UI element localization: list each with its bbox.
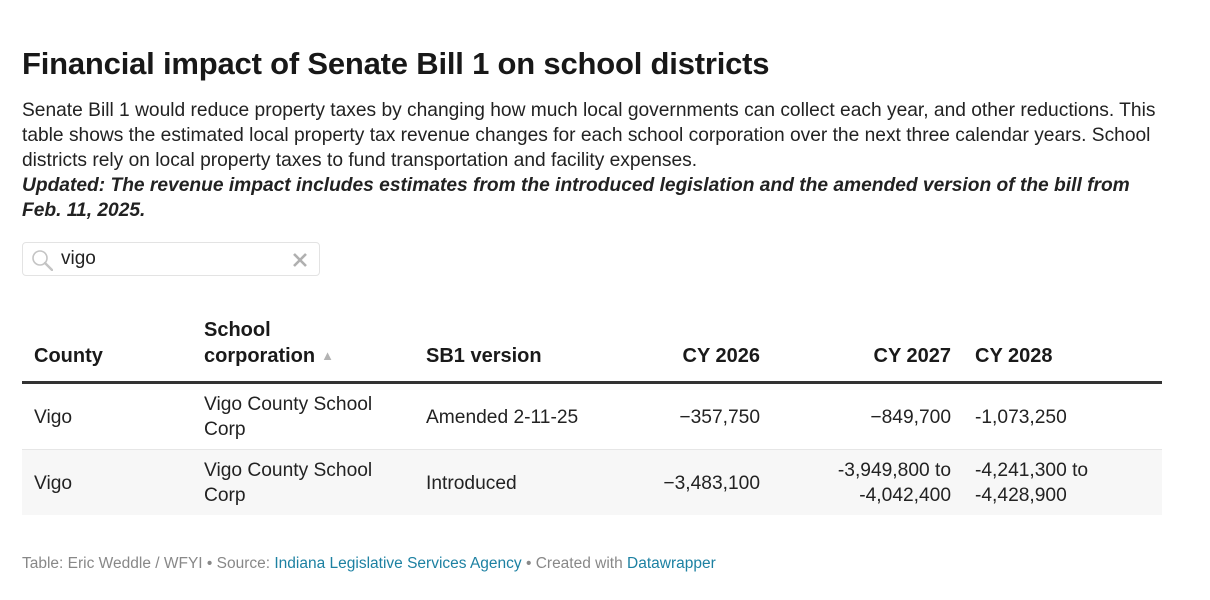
cell-school: Vigo County School Corp [192,383,414,450]
cell-version: Amended 2-11-25 [414,383,604,450]
header-county[interactable]: County [22,318,192,383]
search-input[interactable] [61,247,281,271]
table-widget [22,44,1162,506]
description [22,98,1162,223]
page-title: Financial impact of Senate Bill 1 on school districts [22,46,770,81]
cell-cy2028: -1,073,250 [963,383,1162,450]
header-sb1-version[interactable]: SB1 version [414,318,604,383]
header-cy2028[interactable]: CY 2028 [963,318,1162,383]
footer-credit: Table: Eric Weddle / WFYI [22,555,203,572]
datawrapper-link[interactable]: Datawrapper [627,555,716,572]
sort-ascending-icon: ▲ [321,348,334,363]
header-school-label: School corporation [204,319,316,367]
table-row [22,383,1162,450]
cell-cy2027: −849,700 [772,383,963,450]
cell-cy2026: −357,750 [604,383,772,450]
data-table [22,318,1162,515]
table-row [22,450,1162,516]
update-note: Updated: The revenue impact includes estimates from the introduced legislation and the amended version of the bill from Feb. 11, 2025. [22,175,1130,221]
footer-separator: • Source: [202,555,275,572]
header-school-corporation[interactable] [192,318,414,383]
header-cy2027[interactable]: CY 2027 [772,318,963,383]
cell-school: Vigo County School Corp [192,450,414,516]
cell-county: Vigo [22,383,192,450]
close-icon[interactable] [291,251,309,269]
header-cy2026[interactable]: CY 2026 [604,318,772,383]
search-box[interactable] [22,242,320,276]
footer [22,554,716,574]
cell-cy2028: -4,241,300 to -4,428,900 [963,450,1162,516]
footer-separator: • Created with [521,555,628,572]
cell-version: Introduced [414,450,604,516]
search-icon [31,249,53,271]
source-link[interactable]: Indiana Legislative Services Agency [274,555,522,572]
header-row [22,318,1162,383]
description-text: Senate Bill 1 would reduce property taxes by changing how much local governments can collect each year, and other reductions. This table shows the estimated local property tax revenue changes for each school corporation over the next three calendar years. School districts rely on local property taxes to fund transportation and facility expenses. [22,100,1156,171]
cell-cy2027: -3,949,800 to -4,042,400 [772,450,963,516]
cell-cy2026: −3,483,100 [604,450,772,516]
cell-county: Vigo [22,450,192,516]
